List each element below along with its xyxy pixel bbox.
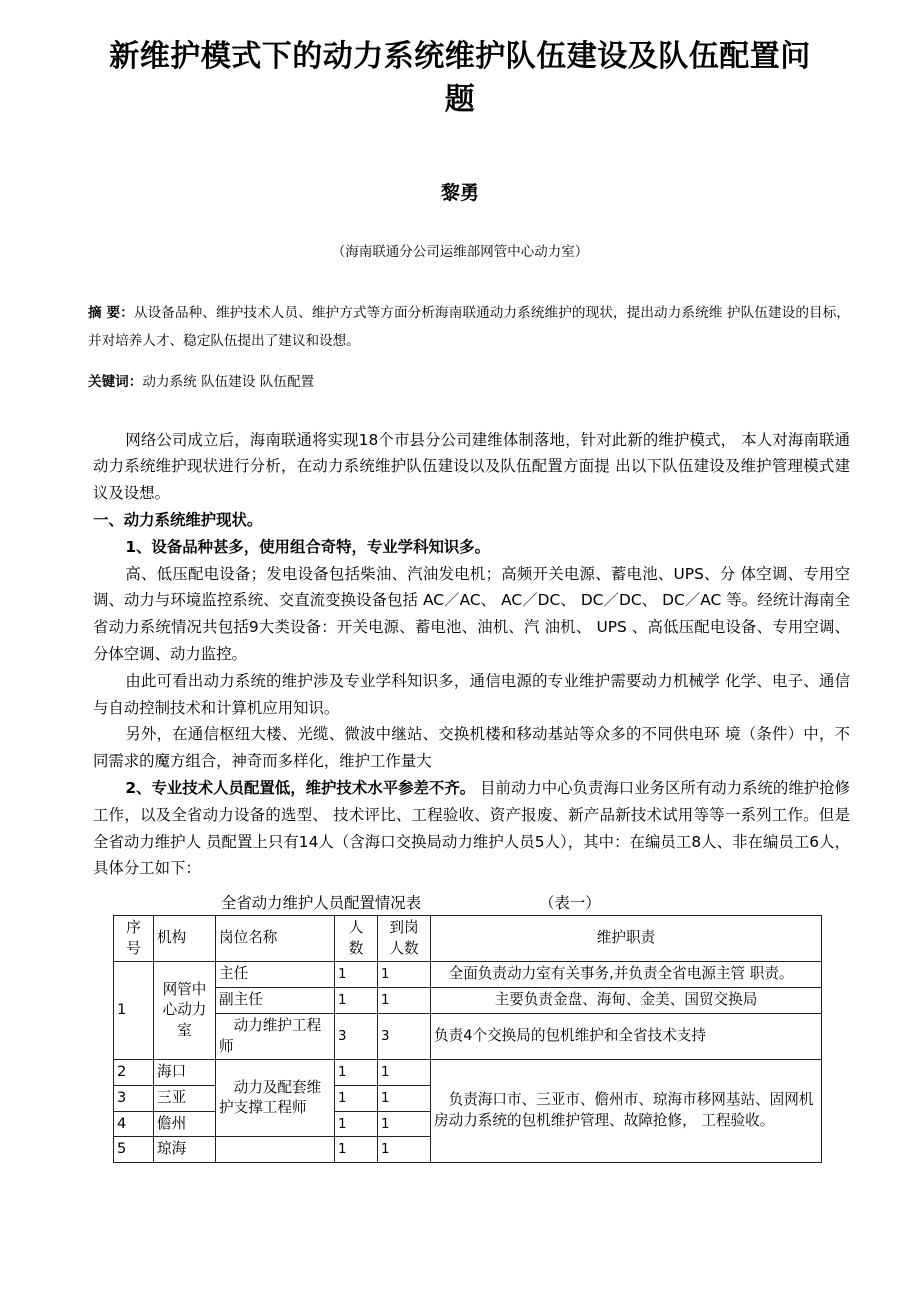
abstract-text: 从设备品种、维护技术人员、维护方式等方面分析海南联通动力系统维护的现状，提出动力系统维 护队伍建设的目标，并对培养人才、稳定队伍提出了建议和设想。 xyxy=(88,305,851,350)
column-header-count-line1: 人 xyxy=(348,918,364,936)
column-header-count xyxy=(335,915,378,961)
abstract-label: 摘 要： xyxy=(88,305,134,322)
cell-org: 海口 xyxy=(154,1060,216,1086)
cell-count: 1 xyxy=(335,1137,378,1163)
cell-org-line2: 心动力 室 xyxy=(162,1001,207,1040)
cell-onpost: 1 xyxy=(378,988,431,1014)
cell-org-line1: 网管中 xyxy=(162,980,207,998)
column-header-duty: 维护职责 xyxy=(431,915,822,961)
column-header-org: 机构 xyxy=(154,915,216,961)
cell-seq: 5 xyxy=(114,1137,154,1163)
table-row xyxy=(114,988,822,1014)
subsection-heading-1: 1、设备品种甚多，使用组合奇特，专业学科知识多。 xyxy=(125,537,491,556)
table-row xyxy=(114,1013,822,1059)
body-content xyxy=(0,427,920,883)
intro-paragraph: 网络公司成立后，海南联通将实现18个市县分公司建维体制落地，针对此新的维护模式， 本人对海南联通动力系统维护现状进行分析，在动力系统维护队伍建设以及队伍配置方面提 出以下队伍建设及维护管理模式建议及设想。 xyxy=(93,430,850,503)
keywords-text: 动力系统 队伍建设 队伍配置 xyxy=(142,374,315,391)
cell-post: 副主任 xyxy=(216,988,335,1014)
column-header-onpost xyxy=(378,915,431,961)
cell-onpost: 3 xyxy=(378,1013,431,1059)
table-caption-title: 全省动力维护人员配置情况表 xyxy=(221,894,422,913)
cell-count: 1 xyxy=(335,1085,378,1111)
cell-onpost: 1 xyxy=(378,1111,431,1137)
column-header-seq-line1: 序 xyxy=(126,918,141,936)
table-header-row xyxy=(114,915,822,961)
cell-duty: 全面负责动力室有关事务,并负责全省电源主管 职责。 xyxy=(431,962,822,988)
keywords-label: 关键词： xyxy=(88,374,143,391)
table-row xyxy=(114,962,822,988)
cell-post: 动力维护工程师 xyxy=(216,1013,335,1059)
cell-org: 琼海 xyxy=(154,1137,216,1163)
cell-duty: 主要负责金盘、海甸、金美、国贸交换局 xyxy=(431,988,822,1014)
cell-onpost: 1 xyxy=(378,1137,431,1163)
cell-post xyxy=(216,1137,335,1163)
cell-duty-merged: 负责海口市、三亚市、儋州市、琼海市移网基站、固网机房动力系统的包机维护管理、故障抢修， 工程验收。 xyxy=(431,1060,822,1163)
cell-seq: 1 xyxy=(114,962,154,1060)
cell-post-merged: 动力及配套维护支撑工程师 xyxy=(216,1060,335,1137)
table-caption xyxy=(0,893,920,914)
cell-seq: 3 xyxy=(114,1085,154,1111)
paragraph-1: 高、低压配电设备；发电设备包括柴油、汽油发电机；高频开关电源、蓄电池、UPS、分 体空调、专用空调、动力与环境监控系统、交直流变换设备包括 AC／AC、 AC／DC、 DC／DC、 DC／AC 等。经统计海南全省动力系统情况共包括9大类设备：开关电源、蓄电池、油机、汽 油机、 UPS 、高低压配电设备、专用空调、分体空调、动力监控。 xyxy=(93,564,850,663)
paragraph-4: 目前动力中心负责海口业务区所有动力系统的维护抢修工作，以及全省动力设备的选型、 技术评比、工程验收、资产报废、新产品新技术试用等等一系列工作。但是全省动力维护人 员配置上只有14人（含海口交换局动力维护人员5人），其中：在编员工8人、非在编员工6人，具体分工如下： xyxy=(93,778,850,878)
column-header-onpost-line2: 人数 xyxy=(389,939,419,957)
author-name: 黎勇 xyxy=(440,182,479,205)
cell-onpost: 1 xyxy=(378,1085,431,1111)
column-header-post: 岗位名称 xyxy=(216,915,335,961)
column-header-seq xyxy=(114,915,154,961)
subsection-heading-2: 2、专业技术人员配置低，维护技术水平参差不齐。 xyxy=(125,778,476,797)
paragraph-2: 由此可看出动力系统的维护涉及专业学科知识多，通信电源的专业维护需要动力机械学 化学、电子、通信与自动控制技术和计算机应用知识。 xyxy=(93,671,850,717)
cell-count: 1 xyxy=(335,988,378,1014)
cell-post: 主任 xyxy=(216,962,335,988)
author-block xyxy=(0,121,920,261)
cell-count: 1 xyxy=(335,962,378,988)
cell-onpost: 1 xyxy=(378,962,431,988)
page-title: 新维护模式下的动力系统维护队伍建设及队伍配置问题 xyxy=(109,39,811,117)
cell-count: 1 xyxy=(335,1111,378,1137)
cell-org xyxy=(154,962,216,1060)
column-header-count-line2: 数 xyxy=(348,939,364,957)
abstract-block xyxy=(0,300,920,394)
author-affiliation: （海南联通分公司运维部网管中心动力室） xyxy=(331,243,589,260)
table-row xyxy=(114,1060,822,1086)
cell-onpost: 1 xyxy=(378,1060,431,1086)
staff-allocation-table xyxy=(113,915,822,1163)
cell-seq: 2 xyxy=(114,1060,154,1086)
cell-org: 儋州 xyxy=(154,1111,216,1137)
column-header-onpost-line1: 到岗 xyxy=(389,918,419,936)
cell-count: 3 xyxy=(335,1013,378,1059)
subsection-heading-2-paragraph xyxy=(93,775,850,882)
section-heading-1: 一、动力系统维护现状。 xyxy=(93,511,263,529)
cell-count: 1 xyxy=(335,1060,378,1086)
column-header-seq-line2: 号 xyxy=(126,939,141,957)
paragraph-3: 另外，在通信枢纽大楼、光缆、微波中继站、交换机楼和移动基站等众多的不同供电环 境（条件）中，不同需求的魔方组合，神奇而多样化，维护工作量大 xyxy=(93,725,850,771)
table-caption-number: （表一） xyxy=(539,894,601,913)
abstract-paragraph xyxy=(88,300,850,356)
cell-org: 三亚 xyxy=(154,1085,216,1111)
cell-seq: 4 xyxy=(114,1111,154,1137)
keywords-paragraph xyxy=(88,370,850,394)
cell-duty: 负责4个交换局的包机维护和全省技术支持 xyxy=(431,1013,822,1059)
